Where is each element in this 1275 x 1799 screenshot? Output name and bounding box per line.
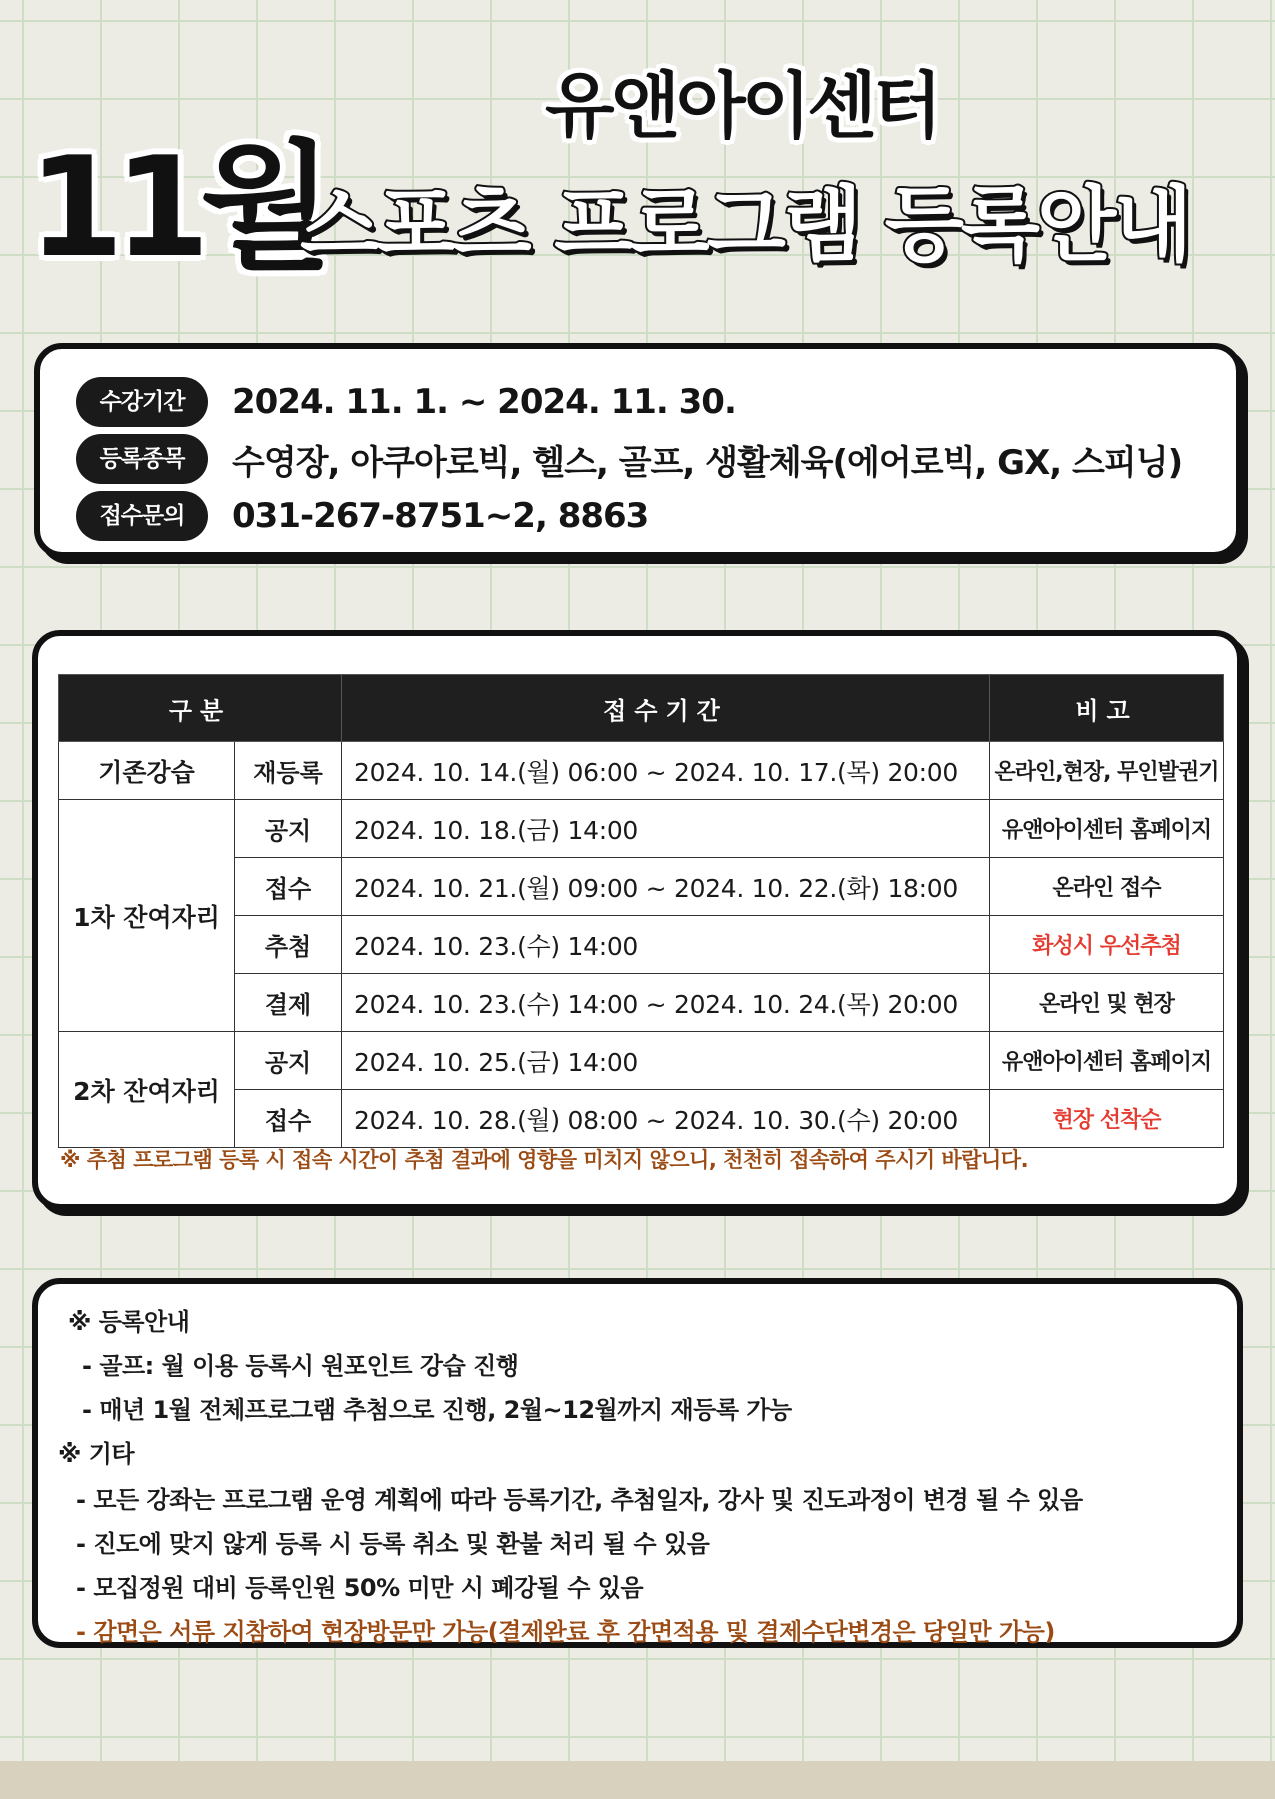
sub-cell: 추첨 xyxy=(235,916,342,974)
sub-cell: 공지 xyxy=(235,800,342,858)
period-cell: 2024. 10. 23.(수) 14:00 ~ 2024. 10. 24.(목) 20:00 xyxy=(342,974,990,1032)
period-cell: 2024. 10. 21.(월) 09:00 ~ 2024. 10. 22.(화) 18:00 xyxy=(342,858,990,916)
other-title: ※ 기타 xyxy=(58,1440,135,1468)
category-cell: 2차 잔여자리 xyxy=(59,1032,235,1148)
sub-cell: 결제 xyxy=(235,974,342,1032)
items-value: 수영장, 아쿠아로빅, 헬스, 골프, 생활체육(에어로빅, GX, 스피닝) xyxy=(232,442,1183,483)
contact-tag: 접수문의 xyxy=(76,491,208,541)
info-row-period xyxy=(76,377,736,427)
category-cell: 기존강습 xyxy=(59,742,235,800)
schedule-card xyxy=(32,630,1243,1210)
table-row xyxy=(59,1032,1224,1090)
month-title: 11월 xyxy=(28,127,324,288)
schedule-table xyxy=(58,674,1224,1148)
info-row-contact xyxy=(76,491,648,541)
contact-value: 031-267-8751~2, 8863 xyxy=(232,496,649,536)
sub-cell: 접수 xyxy=(235,1090,342,1148)
items-tag: 등록종목 xyxy=(76,434,208,484)
header-category: 구분 xyxy=(59,675,342,742)
period-cell: 2024. 10. 23.(수) 14:00 xyxy=(342,916,990,974)
other-item: - 진도에 맞지 않게 등록 시 등록 취소 및 환불 처리 될 수 있음 xyxy=(76,1530,710,1558)
period-cell: 2024. 10. 14.(월) 06:00 ~ 2024. 10. 17.(목) 20:00 xyxy=(342,742,990,800)
period-cell: 2024. 10. 28.(월) 08:00 ~ 2024. 10. 30.(수) 20:00 xyxy=(342,1090,990,1148)
header-note: 비고 xyxy=(990,675,1224,742)
sub-cell: 접수 xyxy=(235,858,342,916)
sub-cell: 공지 xyxy=(235,1032,342,1090)
period-cell: 2024. 10. 25.(금) 14:00 xyxy=(342,1032,990,1090)
category-cell: 1차 잔여자리 xyxy=(59,800,235,1032)
period-value: 2024. 11. 1. ~ 2024. 11. 30. xyxy=(232,382,736,422)
center-name: 유앤아이센터 xyxy=(545,64,939,148)
info-card xyxy=(34,343,1242,558)
schedule-footnote: ※ 추첨 프로그램 등록 시 접속 시간이 추첨 결과에 영향을 미치지 않으니, 천천히 접속하여 주시기 바랍니다. xyxy=(60,1148,1029,1172)
note-cell: 온라인 및 현장 xyxy=(990,974,1224,1032)
header-period: 접수기간 xyxy=(342,675,990,742)
note-cell: 온라인,현장, 무인발권기 xyxy=(990,742,1224,800)
other-item-highlight: - 감면은 서류 지참하여 현장방문만 가능(결제완료 후 감면적용 및 결제수단변경은 당일만 가능) xyxy=(76,1618,1055,1646)
note-cell: 유앤아이센터 홈페이지 xyxy=(990,1032,1224,1090)
note-cell-highlight: 현장 선착순 xyxy=(990,1090,1224,1148)
page-title: 스포츠 프로그램 등록안내 xyxy=(300,178,1190,273)
registration-item: - 매년 1월 전체프로그램 추첨으로 진행, 2월~12월까지 재등록 가능 xyxy=(82,1396,792,1424)
note-cell-highlight: 화성시 우선추첨 xyxy=(990,916,1224,974)
info-row-items xyxy=(76,434,1182,484)
note-cell: 온라인 접수 xyxy=(990,858,1224,916)
bottom-band xyxy=(0,1761,1275,1799)
period-cell: 2024. 10. 18.(금) 14:00 xyxy=(342,800,990,858)
period-tag: 수강기간 xyxy=(76,377,208,427)
table-row xyxy=(59,742,1224,800)
sub-cell: 재등록 xyxy=(235,742,342,800)
registration-item: - 골프: 월 이용 등록시 원포인트 강습 진행 xyxy=(82,1352,519,1380)
notes-card xyxy=(32,1278,1243,1648)
other-item: - 모집정원 대비 등록인원 50% 미만 시 폐강될 수 있음 xyxy=(76,1574,644,1602)
other-item: - 모든 강좌는 프로그램 운영 계획에 따라 등록기간, 추첨일자, 강사 및 진도과정이 변경 될 수 있음 xyxy=(76,1486,1083,1514)
table-row xyxy=(59,800,1224,858)
registration-title: ※ 등록안내 xyxy=(68,1308,190,1336)
note-cell: 유앤아이센터 홈페이지 xyxy=(990,800,1224,858)
table-header-row xyxy=(59,675,1224,742)
